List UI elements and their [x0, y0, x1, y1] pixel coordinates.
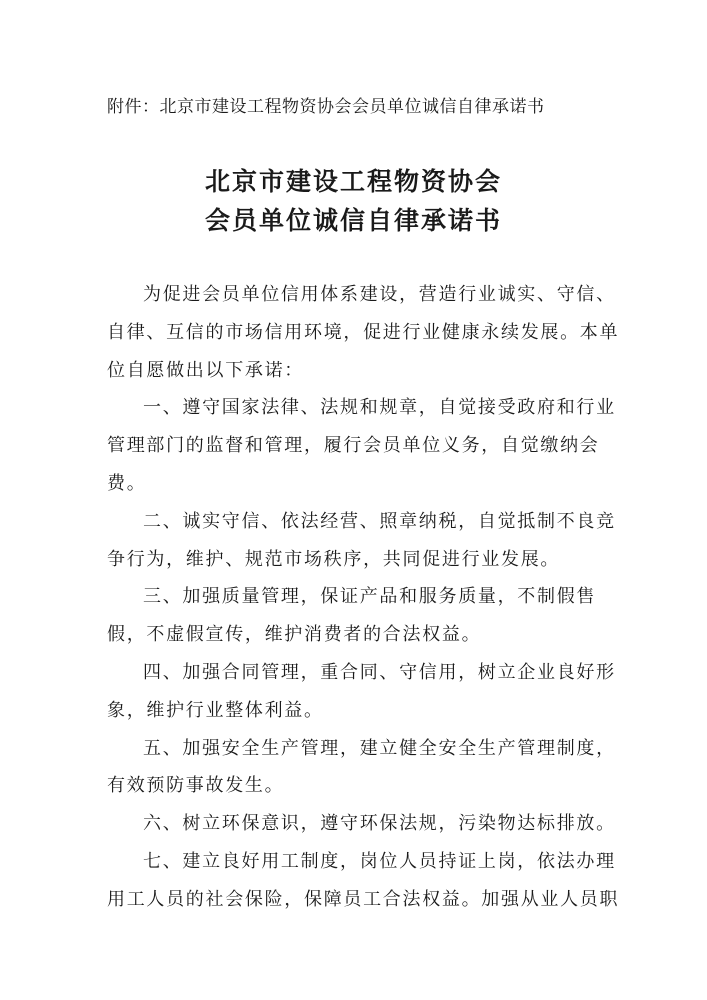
document-body	[107, 276, 627, 919]
paragraph-commitment-5: 五、加强安全生产管理，建立健全安全生产管理制度，有效预防事故发生。	[107, 737, 616, 797]
paragraph-commitment-3: 三、加强质量管理，保证产品和服务质量，不制假售假，不虚假宣传，维护消费者的合法权益。	[107, 586, 597, 646]
paragraph-commitment-4: 四、加强合同管理，重合同、守信用，树立企业良好形象，维护行业整体利益。	[107, 661, 616, 721]
document-title-line-1: 北京市建设工程物资协会	[204, 167, 502, 196]
attachment-label: 附件：北京市建设工程物资协会会员单位诚信自律承诺书	[107, 97, 545, 117]
paragraph-commitment-2: 二、诚实守信、依法经营、照章纳税，自觉抵制不良竞争行为，维护、规范市场秩序，共同促进行业发展。	[107, 510, 616, 570]
paragraph-commitment-7: 七、建立良好用工制度，岗位人员持证上岗，依法办理用工人员的社会保险，保障员工合法权益。加强从业人员职	[107, 850, 620, 910]
paragraph-commitment-1: 一、遵守国家法律、法规和规章，自觉接受政府和行业管理部门的监督和管理，履行会员单位义务，自觉缴纳会费。	[107, 397, 616, 494]
document-title-line-2: 会员单位诚信自律承诺书	[204, 206, 502, 235]
paragraph-commitment-6: 六、树立环保意识，遵守环保法规，污染物达标排放。	[143, 813, 616, 835]
paragraph-intro: 为促进会员单位信用体系建设，营造行业诚实、守信、自律、互信的市场信用环境，促进行业健康永续发展。本单位自愿做出以下承诺：	[107, 284, 620, 381]
